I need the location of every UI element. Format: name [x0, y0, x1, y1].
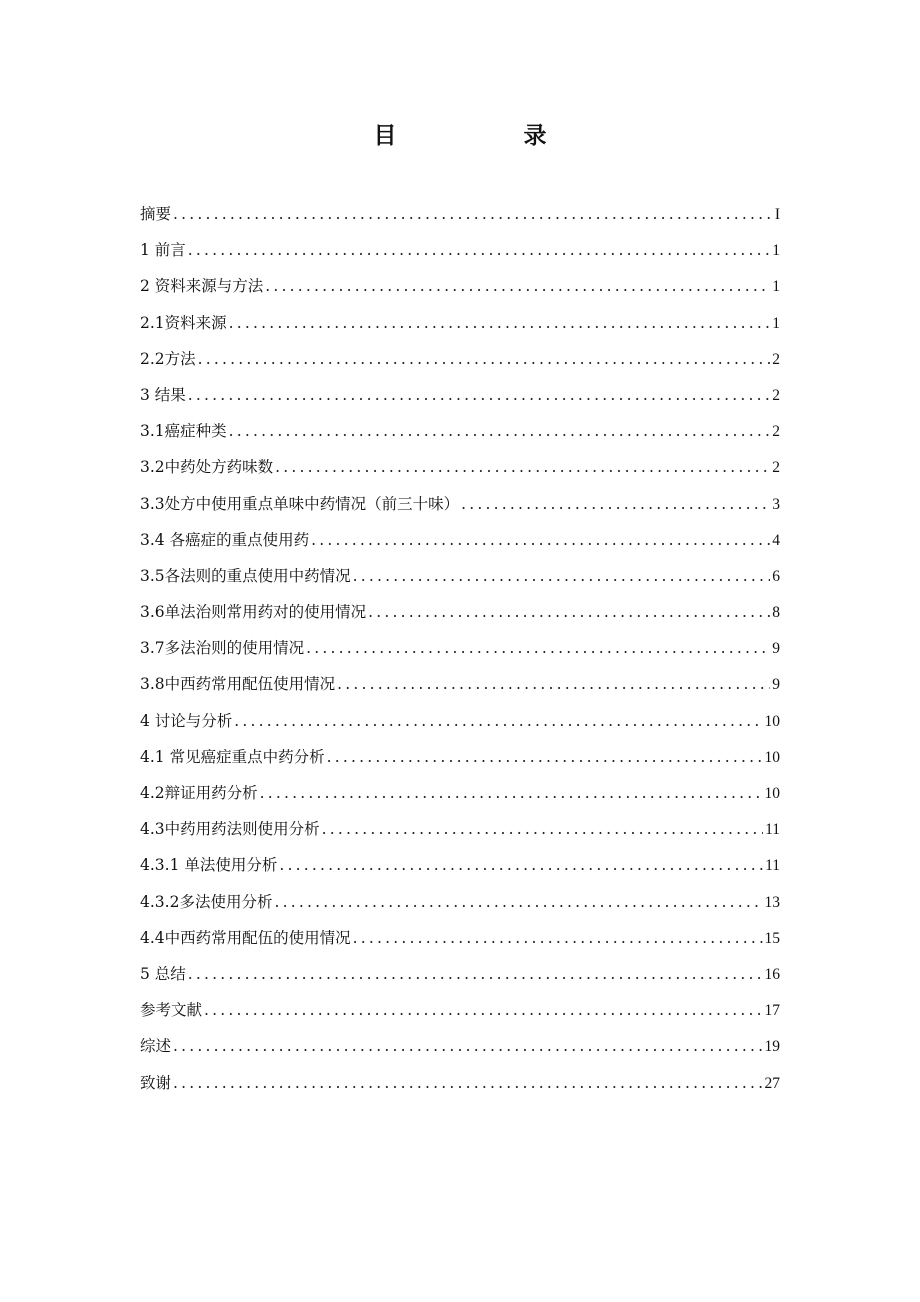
toc-dot-leader [188, 377, 770, 413]
toc-entry-title: 3.1癌症种类 [140, 422, 227, 441]
toc-entry-title: 4.1 常见癌症重点中药分析 [140, 747, 325, 766]
toc-entry-page-number: 13 [764, 893, 780, 911]
toc-dot-leader [204, 992, 762, 1028]
toc-dot-leader [353, 558, 771, 594]
toc-entry-title: 4.3.1 单法使用分析 [140, 856, 278, 875]
toc-entry-title: 5 总结 [140, 964, 186, 983]
toc-entry[interactable] [140, 486, 780, 522]
toc-dot-leader [306, 630, 770, 666]
toc-entry-title: 2 资料来源与方法 [140, 277, 264, 296]
toc-entry-page-number: 2 [772, 350, 780, 368]
toc-entry-page-number: 2 [772, 386, 780, 404]
toc-entry-title: 2.2方法 [140, 349, 196, 368]
toc-entry[interactable] [140, 1028, 780, 1064]
toc-entry-page-number: 17 [764, 1002, 780, 1020]
toc-entry[interactable] [140, 920, 780, 956]
toc-entry-page-number: 19 [764, 1038, 780, 1056]
toc-entry[interactable] [140, 341, 780, 377]
toc-entry-title: 2.1资料来源 [140, 313, 227, 332]
toc-entry-title: 4.2辩证用药分析 [140, 784, 258, 802]
toc-dot-leader [229, 413, 771, 449]
toc-entry[interactable] [140, 558, 780, 594]
toc-dot-leader [279, 847, 763, 883]
toc-entry-page-number: 10 [764, 748, 780, 766]
toc-entry-title: 3.5各法则的重点使用中药情况 [140, 566, 351, 585]
toc-entry[interactable] [140, 377, 780, 413]
toc-entry-title: 综述 [140, 1037, 172, 1056]
toc-entry[interactable] [140, 196, 780, 232]
toc-dot-leader [173, 196, 773, 232]
toc-entry[interactable] [140, 305, 780, 341]
toc-entry-page-number: 10 [764, 712, 780, 730]
toc-entry[interactable] [140, 594, 780, 630]
toc-entry[interactable] [140, 1065, 780, 1101]
toc-dot-leader [461, 486, 770, 522]
toc-entry-page-number: 16 [764, 965, 780, 983]
toc-entry[interactable] [140, 449, 780, 485]
toc-entry-page-number: 11 [765, 857, 780, 875]
toc-entry[interactable] [140, 992, 780, 1028]
toc-entry-title: 摘要 [140, 205, 172, 223]
toc-entry-title: 3.7多法治则的使用情况 [140, 639, 305, 658]
toc-entry-page-number: 9 [772, 676, 780, 694]
toc-entry[interactable] [140, 413, 780, 449]
toc-dot-leader [337, 666, 770, 702]
toc-entry-page-number: 2 [772, 423, 780, 441]
toc-entry-title: 4.3中药用药法则使用分析 [140, 820, 320, 839]
toc-entry-page-number: 15 [764, 929, 780, 947]
toc-dot-leader [275, 449, 770, 485]
toc-dot-leader [311, 522, 770, 558]
toc-dot-leader [368, 594, 770, 630]
toc-dot-leader [274, 884, 762, 920]
toc-entry-title: 参考文献 [140, 1001, 203, 1020]
toc-entry[interactable] [140, 884, 780, 920]
toc-entry-title: 4 讨论与分析 [140, 711, 233, 730]
toc-dot-leader [353, 920, 763, 956]
toc-entry-title: 4.3.2多法使用分析 [140, 892, 273, 911]
toc-heading: 目 录 [373, 123, 599, 149]
toc-entry-title: 3.8中西药常用配伍使用情况 [140, 675, 336, 694]
toc-dot-leader [265, 268, 770, 304]
toc-entry-title: 3 结果 [140, 385, 186, 404]
toc-entry-page-number: 9 [772, 640, 780, 658]
toc-entry-page-number: 27 [764, 1074, 780, 1092]
toc-dot-leader [198, 341, 771, 377]
toc-entry-page-number: 1 [772, 278, 780, 296]
toc-entry[interactable] [140, 630, 780, 666]
toc-dot-leader [260, 775, 763, 811]
toc-dot-leader [188, 956, 763, 992]
toc-entry-page-number: 4 [772, 531, 780, 549]
toc-dot-leader [173, 1028, 762, 1064]
toc-entry-page-number: 1 [772, 242, 780, 260]
toc-entry-title: 3.2中药处方药味数 [140, 458, 274, 477]
toc-entry[interactable] [140, 703, 780, 739]
toc-dot-leader [188, 232, 770, 268]
toc-entry-page-number: 6 [772, 567, 780, 585]
toc-entry-title: 1 前言 [140, 241, 186, 260]
toc-entry[interactable] [140, 956, 780, 992]
toc-entry-page-number: 8 [772, 604, 780, 622]
toc-entry-page-number: 3 [772, 495, 780, 513]
toc-dot-leader [327, 739, 763, 775]
table-of-contents [140, 196, 780, 1101]
toc-entry-title: 3.4 各癌症的重点使用药 [140, 530, 310, 549]
toc-entry[interactable] [140, 522, 780, 558]
toc-entry[interactable] [140, 232, 780, 268]
toc-entry[interactable] [140, 847, 780, 883]
toc-entry-page-number: 2 [772, 459, 780, 477]
toc-entry-title: 3.6单法治则常用药对的使用情况 [140, 603, 367, 622]
toc-entry[interactable] [140, 268, 780, 304]
toc-entry[interactable] [140, 811, 780, 847]
toc-entry-title: 致谢 [140, 1073, 172, 1092]
toc-entry-page-number: 10 [764, 785, 780, 802]
toc-entry-page-number: 1 [772, 314, 780, 332]
toc-entry-title: 4.4中西药常用配伍的使用情况 [140, 928, 351, 947]
toc-entry-title: 3.3处方中使用重点单味中药情况（前三十味） [140, 494, 460, 513]
toc-entry-page-number: I [774, 206, 780, 223]
toc-dot-leader [322, 811, 763, 847]
toc-dot-leader [173, 1065, 762, 1101]
toc-entry-page-number: 11 [765, 821, 780, 839]
toc-entry[interactable] [140, 666, 780, 702]
toc-dot-leader [234, 703, 762, 739]
toc-entry[interactable] [140, 775, 780, 811]
toc-entry[interactable] [140, 739, 780, 775]
toc-dot-leader [229, 305, 771, 341]
